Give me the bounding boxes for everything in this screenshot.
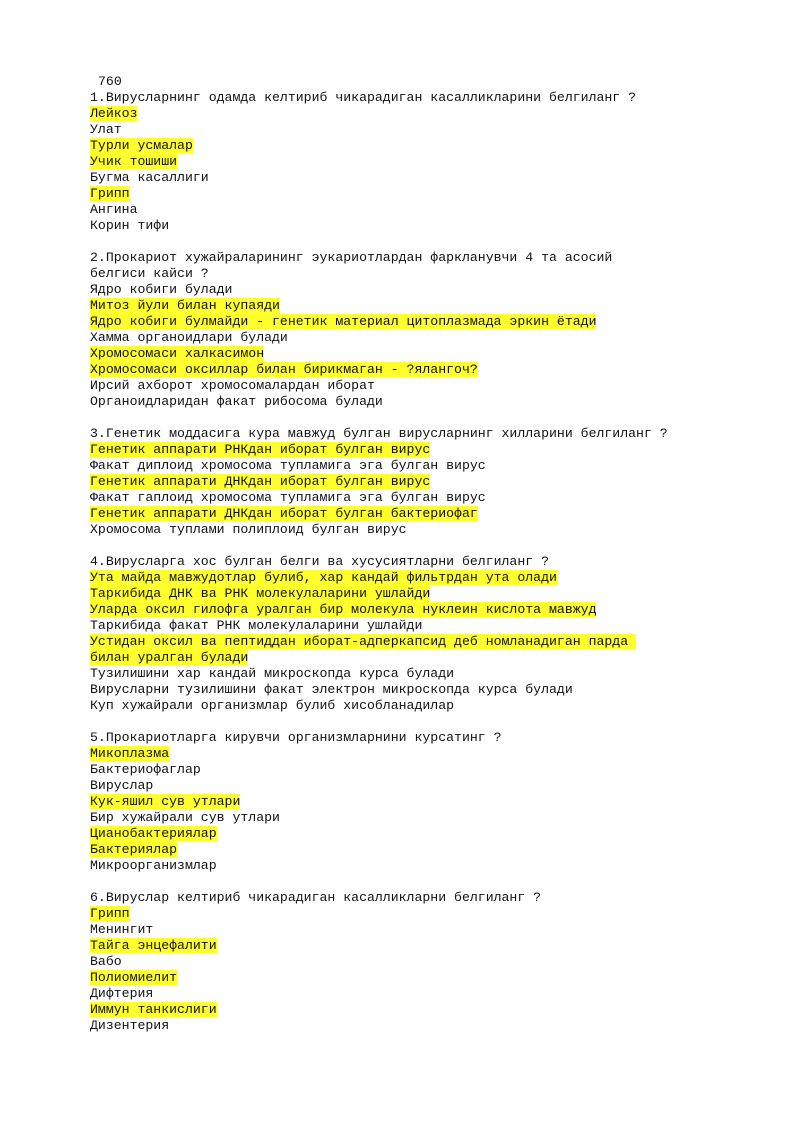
question-block bbox=[90, 250, 780, 410]
answer-option-highlighted bbox=[90, 570, 780, 586]
question-block bbox=[90, 426, 780, 538]
answer-option-text: Тайга энцефалити bbox=[90, 938, 217, 953]
answer-option-highlighted bbox=[90, 586, 780, 602]
answer-option-text: билан уралган булади bbox=[90, 650, 249, 665]
answer-option-text: Бир хужайрали сув утлари bbox=[90, 810, 280, 825]
question-title: 2.Прокариот хужайраларининг эукариотлардан фаркланувчи 4 та асосий bbox=[90, 250, 613, 265]
answer-option-text: Ангина bbox=[90, 202, 138, 217]
answer-option-text: Учик тошиши bbox=[90, 154, 178, 169]
answer-option-text: Генетик аппарати ДНКдан иборат булган вирус bbox=[90, 474, 431, 489]
answer-option-highlighted bbox=[90, 106, 780, 122]
answer-option-text: Грипп bbox=[90, 186, 130, 201]
answer-option-text: Ута майда мавжудотлар булиб, хар кандай фильтрдан ута олади bbox=[90, 570, 557, 585]
answer-option-text: Кук-яшил сув утлари bbox=[90, 794, 241, 809]
answer-option-highlighted bbox=[90, 906, 780, 922]
answer-option-text: Куп хужайрали организмлар булиб хисобланадилар bbox=[90, 698, 455, 713]
answer-option bbox=[90, 458, 780, 474]
answer-option-text: Факат диплоид хромосома тупламига эга булган вирус bbox=[90, 458, 486, 473]
answer-option-text: Дифтерия bbox=[90, 986, 154, 1001]
blank-line bbox=[90, 410, 780, 426]
answer-option-text: Устидан оксил ва пептиддан иборат-адперкапсид деб номланадиган парда bbox=[90, 634, 637, 649]
question-list bbox=[90, 90, 780, 1034]
answer-option bbox=[90, 170, 780, 186]
answer-option bbox=[90, 762, 780, 778]
answer-option-highlighted bbox=[90, 746, 780, 762]
answer-option bbox=[90, 122, 780, 138]
answer-option-highlighted bbox=[90, 474, 780, 490]
answer-option-highlighted bbox=[90, 362, 780, 378]
answer-option bbox=[90, 394, 780, 410]
answer-option-text: Генетик аппарати РНКдан иборат булган вирус bbox=[90, 442, 431, 457]
answer-option-text: Уларда оксил гилофга уралган бир молекула нуклеин кислота мавжуд bbox=[90, 602, 597, 617]
answer-option-text: Грипп bbox=[90, 906, 130, 921]
answer-option bbox=[90, 490, 780, 506]
answer-option bbox=[90, 954, 780, 970]
answer-option bbox=[90, 218, 780, 234]
question-block bbox=[90, 554, 780, 714]
answer-option-highlighted bbox=[90, 842, 780, 858]
answer-option bbox=[90, 986, 780, 1002]
answer-option-text: Ирсий ахборот хромосомалардан иборат bbox=[90, 378, 375, 393]
answer-option-highlighted bbox=[90, 298, 780, 314]
answer-option-highlighted bbox=[90, 938, 780, 954]
answer-option-highlighted bbox=[90, 154, 780, 170]
answer-option-text: Турли усмалар bbox=[90, 138, 193, 153]
answer-option-text: Хромосомаси халкасимон bbox=[90, 346, 265, 361]
answer-option bbox=[90, 810, 780, 826]
question-title: 5.Прокариотларга кирувчи организмларнини курсатинг ? bbox=[90, 730, 502, 745]
answer-option-highlighted bbox=[90, 1002, 780, 1018]
answer-option bbox=[90, 618, 780, 634]
answer-option-highlighted bbox=[90, 186, 780, 202]
question-title: 6.Вируслар келтириб чикарадиган касалликларни белгиланг ? bbox=[90, 890, 542, 905]
answer-option bbox=[90, 778, 780, 794]
answer-option bbox=[90, 378, 780, 394]
answer-option-text: Полиомиелит bbox=[90, 970, 178, 985]
answer-option-highlighted bbox=[90, 442, 780, 458]
answer-option bbox=[90, 282, 780, 298]
answer-option-highlighted bbox=[90, 634, 780, 650]
answer-option-text: Лейкоз bbox=[90, 106, 138, 121]
answer-option-text: Вабо bbox=[90, 954, 122, 969]
answer-option-text: Дизентерия bbox=[90, 1018, 170, 1033]
answer-option-text: Бактериофаглар bbox=[90, 762, 201, 777]
question-block bbox=[90, 90, 780, 234]
answer-option-text: Хромосома туплами полиплоид булган вирус bbox=[90, 522, 407, 537]
answer-option-text: Бугма касаллиги bbox=[90, 170, 209, 185]
answer-option-text: Ядро кобиги булмайди - генетик материал цитоплазмада эркин ётади bbox=[90, 314, 597, 329]
answer-option-highlighted bbox=[90, 794, 780, 810]
answer-option-text: Генетик аппарати ДНКдан иборат булган бактериофаг bbox=[90, 506, 478, 521]
question-title: белгиси кайси ? bbox=[90, 266, 209, 281]
answer-option-highlighted bbox=[90, 506, 780, 522]
page-number: 760 bbox=[98, 74, 122, 89]
answer-option-highlighted bbox=[90, 970, 780, 986]
question-title: 4.Вирусларга хос булган белги ва хусусиятларни белгиланг ? bbox=[90, 554, 549, 569]
answer-option-text: Микоплазма bbox=[90, 746, 170, 761]
answer-option-text: Микроорганизмлар bbox=[90, 858, 217, 873]
answer-option bbox=[90, 202, 780, 218]
answer-option-text: Вируслар bbox=[90, 778, 154, 793]
answer-option-text: Таркибида факат РНК молекулаларини ушлайди bbox=[90, 618, 423, 633]
blank-line bbox=[90, 538, 780, 554]
answer-option bbox=[90, 698, 780, 714]
answer-option-highlighted bbox=[90, 346, 780, 362]
answer-option-highlighted bbox=[90, 826, 780, 842]
answer-option-text: Менингит bbox=[90, 922, 154, 937]
answer-option-text: Иммун танкислиги bbox=[90, 1002, 217, 1017]
question-title: 1.Вирусларнинг одамда келтириб чикарадиган касалликларини белгиланг ? bbox=[90, 90, 637, 105]
blank-line bbox=[90, 714, 780, 730]
answer-option-text: Ядро кобиги булади bbox=[90, 282, 233, 297]
answer-option bbox=[90, 522, 780, 538]
blank-line bbox=[90, 234, 780, 250]
document-page bbox=[90, 74, 780, 1034]
answer-option-highlighted bbox=[90, 138, 780, 154]
answer-option-text: Хромосомаси оксиллар билан бирикмаган - ?ялангоч? bbox=[90, 362, 478, 377]
answer-option-text: Таркибида ДНК ва РНК молекулаларини ушлайди bbox=[90, 586, 431, 601]
answer-option-highlighted bbox=[90, 650, 780, 666]
answer-option-text: Вирусларни тузилишини факат электрон микроскопда курса булади bbox=[90, 682, 573, 697]
answer-option-text: Митоз йули билан купаяди bbox=[90, 298, 280, 313]
answer-option bbox=[90, 1018, 780, 1034]
answer-option bbox=[90, 858, 780, 874]
question-block bbox=[90, 730, 780, 874]
answer-option-text: Цианобактериялар bbox=[90, 826, 217, 841]
question-block bbox=[90, 890, 780, 1034]
answer-option-text: Улат bbox=[90, 122, 122, 137]
answer-option bbox=[90, 330, 780, 346]
answer-option-text: Тузилишини хар кандай микроскопда курса булади bbox=[90, 666, 455, 681]
answer-option-highlighted bbox=[90, 314, 780, 330]
answer-option bbox=[90, 682, 780, 698]
answer-option-text: Корин тифи bbox=[90, 218, 170, 233]
answer-option-text: Бактериялар bbox=[90, 842, 178, 857]
answer-option bbox=[90, 666, 780, 682]
answer-option-text: Факат гаплоид хромосома тупламига эга булган вирус bbox=[90, 490, 486, 505]
question-title: 3.Генетик моддасига кура мавжуд булган вирусларнинг хилларини белгиланг ? bbox=[90, 426, 668, 441]
blank-line bbox=[90, 874, 780, 890]
answer-option-text: Хамма органоидлари булади bbox=[90, 330, 288, 345]
answer-option-highlighted bbox=[90, 602, 780, 618]
answer-option bbox=[90, 922, 780, 938]
answer-option-text: Органоидларидан факат рибосома булади bbox=[90, 394, 383, 409]
